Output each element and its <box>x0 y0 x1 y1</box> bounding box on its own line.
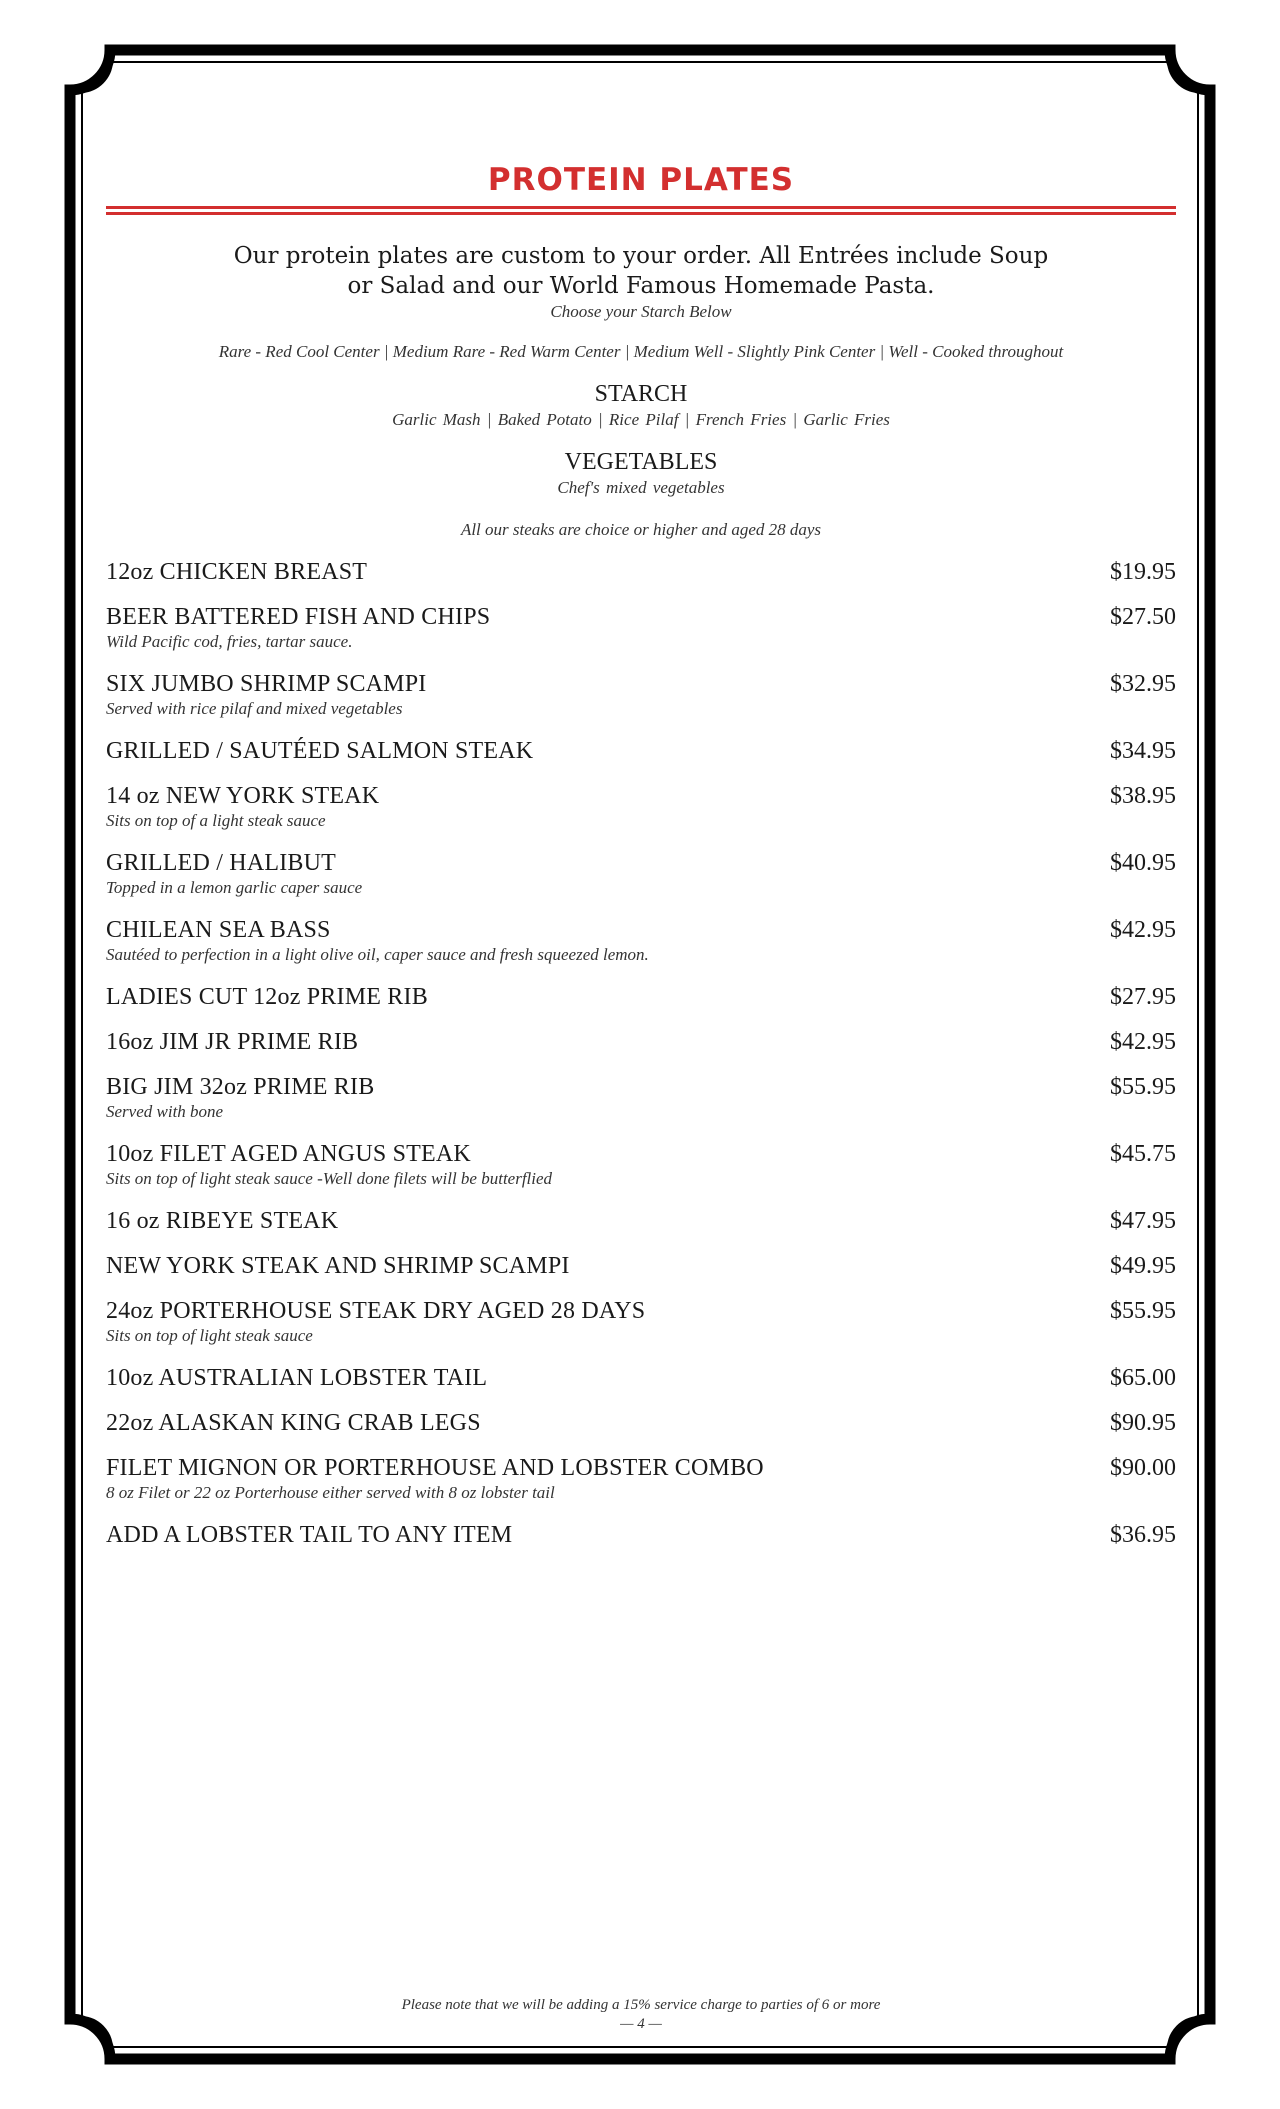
item-description: 8 oz Filet or 22 oz Porterhouse either served with 8 oz lobster tail <box>106 1483 555 1502</box>
item-name: GRILLED / SAUTÉED SALMON STEAK <box>106 738 534 764</box>
menu-item <box>106 983 1176 1011</box>
item-price: $36.95 <box>1110 1522 1176 1548</box>
item-price: $27.50 <box>1110 604 1176 630</box>
menu-items <box>106 558 1176 1549</box>
item-name: FILET MIGNON OR PORTERHOUSE AND LOBSTER COMBO <box>106 1455 764 1481</box>
item-price: $38.95 <box>1110 783 1176 809</box>
item-price: $19.95 <box>1110 559 1176 585</box>
starch-note: Choose your Starch Below <box>550 302 732 321</box>
page-footer <box>106 1996 1176 2034</box>
menu-item <box>106 1409 1176 1437</box>
item-name: CHILEAN SEA BASS <box>106 917 331 943</box>
temperature-guide: Rare - Red Cool Center | Medium Rare - Red Warm Center | Medium Well - Slightly Pink Center | Well - Cooked throughout <box>218 342 1064 361</box>
starch-heading: STARCH <box>594 381 688 407</box>
menu-item <box>106 603 1176 653</box>
item-name: ADD A LOBSTER TAIL TO ANY ITEM <box>106 1522 513 1548</box>
item-description: Sautéed to perfection in a light olive oil, caper sauce and fresh squeezed lemon. <box>106 945 649 964</box>
menu-item <box>106 1028 1176 1056</box>
starch-options: Garlic Mash | Baked Potato | Rice Pilaf | French Fries | Garlic Fries <box>392 410 890 429</box>
item-name: SIX JUMBO SHRIMP SCAMPI <box>106 671 427 697</box>
item-price: $49.95 <box>1110 1253 1176 1279</box>
item-name: GRILLED / HALIBUT <box>106 850 337 876</box>
item-price: $90.95 <box>1110 1410 1176 1436</box>
intro-text: Our protein plates are custom to your order. All Entrées include Soup or Salad and our World Famous Homemade Pasta. <box>233 243 1049 299</box>
item-name: 10oz FILET AGED ANGUS STEAK <box>106 1141 471 1167</box>
item-name: BEER BATTERED FISH AND CHIPS <box>106 604 491 630</box>
menu-item <box>106 737 1176 765</box>
menu-item <box>106 849 1176 899</box>
item-name: 16 oz RIBEYE STEAK <box>106 1208 339 1234</box>
menu-item <box>106 1521 1176 1549</box>
menu-item <box>106 1252 1176 1280</box>
menu-item <box>106 558 1176 586</box>
item-price: $34.95 <box>1110 738 1176 764</box>
item-description: Sits on top of light steak sauce <box>106 1326 313 1345</box>
item-price: $55.95 <box>1110 1298 1176 1324</box>
title-divider <box>106 206 1176 215</box>
item-description: Topped in a lemon garlic caper sauce <box>106 878 363 897</box>
item-price: $42.95 <box>1110 917 1176 943</box>
item-price: $55.95 <box>1110 1074 1176 1100</box>
menu-item <box>106 670 1176 720</box>
menu-item <box>106 1297 1176 1347</box>
steaks-note: All our steaks are choice or higher and aged 28 days <box>460 520 822 539</box>
item-description: Sits on top of a light steak sauce <box>106 811 326 830</box>
item-price: $32.95 <box>1110 671 1176 697</box>
item-price: $40.95 <box>1110 850 1176 876</box>
item-name: NEW YORK STEAK AND SHRIMP SCAMPI <box>106 1253 570 1279</box>
menu-item <box>106 1140 1176 1190</box>
item-price: $42.95 <box>1110 1029 1176 1055</box>
vegetables-heading: VEGETABLES <box>564 449 718 475</box>
service-charge-note: Please note that we will be adding a 15% service charge to parties of 6 or more <box>401 1997 881 2013</box>
menu-page <box>106 160 1176 1549</box>
item-description: Sits on top of light steak sauce -Well done filets will be butterflied <box>106 1169 553 1188</box>
menu-item <box>106 782 1176 832</box>
item-name: LADIES CUT 12oz PRIME RIB <box>106 984 428 1010</box>
item-description: Served with rice pilaf and mixed vegetables <box>106 699 403 718</box>
item-name: 14 oz NEW YORK STEAK <box>106 783 380 809</box>
page-number: — 4 — <box>620 2016 662 2032</box>
menu-item <box>106 1364 1176 1392</box>
item-name: 12oz CHICKEN BREAST <box>106 559 368 585</box>
item-description: Wild Pacific cod, fries, tartar sauce. <box>106 632 353 651</box>
menu-item <box>106 1073 1176 1123</box>
menu-item <box>106 1207 1176 1235</box>
item-price: $65.00 <box>1110 1365 1176 1391</box>
vegetables-options: Chef's mixed vegetables <box>557 478 725 497</box>
item-price: $47.95 <box>1110 1208 1176 1234</box>
item-name: 22oz ALASKAN KING CRAB LEGS <box>106 1410 481 1436</box>
item-price: $90.00 <box>1110 1455 1176 1481</box>
page-title: PROTEIN PLATES <box>487 162 795 198</box>
menu-item <box>106 1454 1176 1504</box>
item-price: $45.75 <box>1110 1141 1176 1167</box>
menu-item <box>106 916 1176 966</box>
item-name: 10oz AUSTRALIAN LOBSTER TAIL <box>106 1365 488 1391</box>
item-price: $27.95 <box>1110 984 1176 1010</box>
item-description: Served with bone <box>106 1102 224 1121</box>
item-name: 16oz JIM JR PRIME RIB <box>106 1029 359 1055</box>
item-name: BIG JIM 32oz PRIME RIB <box>106 1074 375 1100</box>
item-name: 24oz PORTERHOUSE STEAK DRY AGED 28 DAYS <box>106 1298 646 1324</box>
